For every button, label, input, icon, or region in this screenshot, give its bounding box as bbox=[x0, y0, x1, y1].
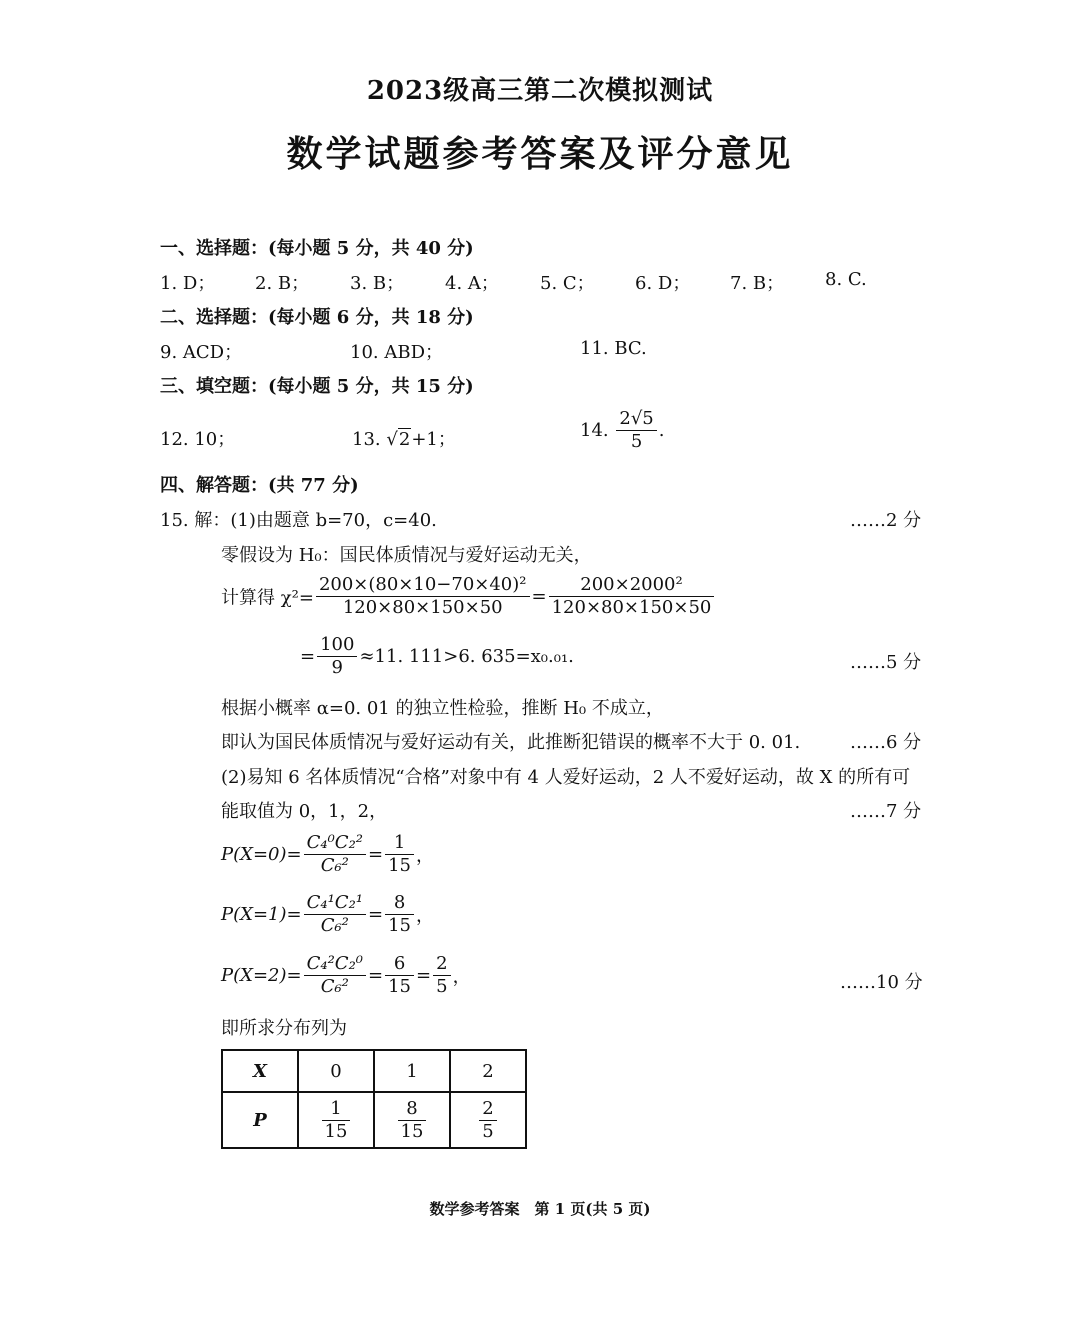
result-tail: ≈11. 111>6. 635=x₀.₀₁. bbox=[359, 646, 574, 667]
comma: ， bbox=[416, 845, 435, 867]
probability-x2 bbox=[221, 953, 471, 998]
fraction-denominator: 9 bbox=[331, 657, 343, 678]
answer-5: 5. C； bbox=[540, 273, 595, 294]
fraction-numerator: 2√5 bbox=[616, 408, 656, 431]
section1-heading: 一、选择题：(每小题 5 分，共 40 分) bbox=[160, 238, 474, 259]
equals-sign: = bbox=[416, 965, 432, 986]
answer-13 bbox=[352, 425, 456, 451]
table-cell: 1 bbox=[374, 1050, 450, 1092]
fraction-denominator: 120×80×150×50 bbox=[342, 597, 503, 618]
answer-3: 3. B； bbox=[350, 273, 405, 294]
fraction-numerator: 1 bbox=[385, 832, 414, 855]
fraction-numerator: 6 bbox=[385, 953, 414, 976]
fraction bbox=[385, 832, 414, 877]
table-cell: X bbox=[222, 1050, 298, 1092]
fraction-denominator: 15 bbox=[324, 1120, 348, 1142]
fraction-numerator: C₄¹C₂¹ bbox=[304, 892, 366, 915]
answer-7: 7. B； bbox=[730, 273, 785, 294]
fraction bbox=[433, 953, 450, 998]
equals-sign: = bbox=[531, 586, 547, 607]
fraction-denominator: 5 bbox=[436, 976, 448, 997]
table-cell: 0 bbox=[298, 1050, 374, 1092]
answer-14 bbox=[580, 408, 664, 453]
fraction bbox=[479, 1098, 496, 1143]
section4-heading: 四、解答题：(共 77 分) bbox=[160, 475, 359, 496]
comma: ， bbox=[452, 966, 471, 988]
fraction-numerator: 8 bbox=[385, 892, 414, 915]
table-row bbox=[222, 1050, 526, 1092]
answer-1: 1. D； bbox=[160, 273, 216, 294]
probability-x1 bbox=[221, 892, 434, 937]
fraction-denominator: 5 bbox=[482, 1120, 494, 1142]
page-footer: 数学参考答案 第 1 页(共 5 页) bbox=[429, 1200, 651, 1218]
fraction bbox=[304, 892, 366, 937]
exam-title: 2023级高三第二次模拟测试 bbox=[366, 76, 714, 106]
table-cell bbox=[298, 1092, 374, 1148]
score-marker: ……2 分 bbox=[850, 510, 922, 531]
table-cell: P bbox=[222, 1092, 298, 1148]
fraction bbox=[398, 1098, 427, 1143]
fraction bbox=[549, 574, 715, 619]
inference-line: 根据小概率 α=0. 01 的独立性检验，推断 H₀ 不成立， bbox=[221, 698, 664, 719]
probability-x0 bbox=[221, 832, 434, 877]
answer-8: 8. C. bbox=[825, 269, 867, 290]
equals-sign: = bbox=[368, 904, 384, 925]
fraction-denominator: 15 bbox=[388, 976, 412, 997]
fraction-numerator: 200×2000² bbox=[549, 574, 715, 597]
answer-13-label: 13. bbox=[352, 429, 381, 450]
answer-14-label: 14. bbox=[580, 420, 609, 441]
fraction-numerator: 2 bbox=[433, 953, 450, 976]
answer-9: 9. ACD； bbox=[160, 342, 243, 363]
distribution-table bbox=[221, 1049, 527, 1149]
fraction-numerator: 200×(80×10−70×40)² bbox=[316, 574, 530, 597]
comma: ， bbox=[416, 905, 435, 927]
section2-heading: 二、选择题：(每小题 6 分，共 18 分) bbox=[160, 307, 474, 328]
q15-line1: 15. 解：(1)由题意 b=70，c=40. bbox=[160, 510, 437, 531]
null-hypothesis: 零假设为 H₀：国民体质情况与爱好运动无关， bbox=[221, 545, 592, 566]
answer-11: 11. BC. bbox=[580, 338, 647, 359]
score-marker: ……10 分 bbox=[840, 972, 923, 993]
chi-square-formula bbox=[221, 574, 716, 619]
answer-4: 4. A； bbox=[445, 273, 499, 294]
fraction bbox=[304, 953, 366, 998]
fraction-denominator: 15 bbox=[388, 855, 412, 876]
fraction-numerator: C₄⁰C₂² bbox=[304, 832, 366, 855]
prob-label: P(X=0)= bbox=[221, 844, 302, 865]
fraction-denominator: C₆² bbox=[320, 915, 349, 936]
section3-heading: 三、填空题：(每小题 5 分，共 15 分) bbox=[160, 376, 474, 397]
fraction bbox=[317, 634, 357, 679]
equals-sign: = bbox=[368, 844, 384, 865]
part2-line2: 能取值为 0，1，2， bbox=[221, 801, 388, 822]
fraction-numerator: 8 bbox=[398, 1098, 427, 1121]
sqrt-symbol: √2 bbox=[386, 429, 411, 450]
table-cell: 2 bbox=[450, 1050, 526, 1092]
fraction bbox=[616, 408, 656, 453]
score-marker: ……6 分 bbox=[850, 732, 922, 753]
fraction-numerator: 2 bbox=[479, 1098, 496, 1121]
fraction-denominator: C₆² bbox=[320, 855, 349, 876]
fraction-numerator: 100 bbox=[317, 634, 357, 657]
answer-13-tail: +1； bbox=[411, 429, 456, 450]
fraction-denominator: C₆² bbox=[320, 976, 349, 997]
fraction-denominator: 120×80×150×50 bbox=[551, 597, 712, 618]
table-row bbox=[222, 1092, 526, 1148]
fraction bbox=[304, 832, 366, 877]
fraction-numerator: C₄²C₂⁰ bbox=[304, 953, 366, 976]
prob-label: P(X=1)= bbox=[221, 904, 302, 925]
answer-14-end: . bbox=[658, 420, 665, 441]
fraction bbox=[316, 574, 530, 619]
chi-square-result bbox=[300, 634, 574, 679]
answer-12: 12. 10； bbox=[160, 429, 236, 450]
conclusion-line: 即认为国民体质情况与爱好运动有关，此推断犯错误的概率不大于 0. 01. bbox=[221, 732, 801, 753]
chi-label: 计算得 χ²= bbox=[221, 587, 314, 609]
document-title: 数学试题参考答案及评分意见 bbox=[286, 133, 794, 175]
fraction-numerator: 1 bbox=[322, 1098, 351, 1121]
equals-sign: = bbox=[368, 965, 384, 986]
fraction bbox=[385, 953, 414, 998]
fraction-denominator: 5 bbox=[630, 431, 643, 452]
answer-6: 6. D； bbox=[635, 273, 691, 294]
prob-label: P(X=2)= bbox=[221, 965, 302, 986]
part2-line1: (2)易知 6 名体质情况“合格”对象中有 4 人爱好运动，2 人不爱好运动，故 X 的所有可 bbox=[221, 767, 911, 788]
fraction-denominator: 15 bbox=[388, 915, 412, 936]
table-cell bbox=[450, 1092, 526, 1148]
equals-sign: = bbox=[300, 646, 316, 667]
table-cell bbox=[374, 1092, 450, 1148]
score-marker: ……7 分 bbox=[850, 801, 922, 822]
fraction-denominator: 15 bbox=[400, 1120, 424, 1142]
fraction bbox=[322, 1098, 351, 1143]
distribution-intro: 即所求分布列为 bbox=[221, 1018, 347, 1039]
answer-10: 10. ABD； bbox=[350, 342, 444, 363]
score-marker: ……5 分 bbox=[850, 652, 922, 673]
answer-2: 2. B； bbox=[255, 273, 310, 294]
fraction bbox=[385, 892, 414, 937]
